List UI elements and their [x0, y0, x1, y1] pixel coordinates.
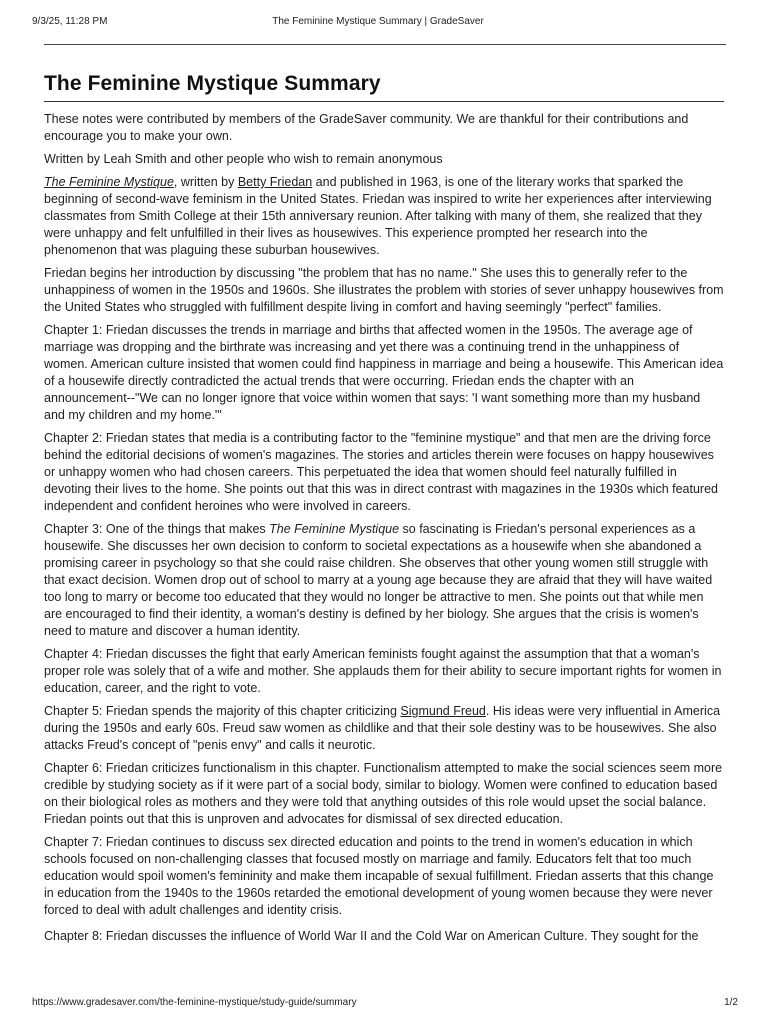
- chapter-8-partial-paragraph: Chapter 8: Friedan discusses the influence of World War II and the Cold War on American Culture. They sought for the: [44, 929, 699, 943]
- introduction-paragraph: Friedan begins her introduction by discussing "the problem that has no name." She uses this to generally refer to the unhappiness of women in the 1950s and 1960s. She illustrates the problem with stories of sever unhappy housewives from the United States who struggled with fulfillment despite living in comfort and having seemingly "perfect" families.: [44, 266, 724, 314]
- chapter-7-paragraph: Chapter 7: Friedan continues to discuss sex directed education and points to the trend in women's education in which schools focused on non-challenging classes that focused mostly on marriage and family. Educators felt that too much education would spoil women's femininity and make them incapable of sexual fulfillment. Friedan asserts that this change in education from the 1940s to the 1960s retarded the emotional development of young women because they were never forced to deal with adult challenges and identity crisis.: [44, 835, 714, 917]
- article: [44, 72, 724, 925]
- intro-paragraph: [44, 174, 724, 259]
- chapter-3-text-1: Chapter 3: One of the things that makes: [44, 522, 270, 536]
- intro-text-2: and published in 1963, is one of the literary works that sparked the beginning of second-wave feminism in the United States. Friedan was inspired to write her experiences after interviewing classmates from Smith College at their 15th anniversary reunion. After talking with many of them, she realized that they were unhappy and felt unfulfilled in their lives as housewives. This experience prompted her research into the phenomenon that was plaguing these suburban housewives.: [44, 175, 712, 257]
- chapter-5-paragraph: [44, 703, 724, 754]
- freud-link[interactable]: Sigmund Freud: [400, 704, 486, 718]
- chapter-3-text-2: so fascinating is Friedan's personal experiences as a housewife. She discusses her own decision to conform to societal expectations as a housewife when she abandoned a promising career in psychology so that she could raise children. She observes that other young women still struggle with that exact decision. Women drop out of school to marry at a young age because they are afraid that they will have waited too long to marry or become too educated that they would no longer be attractive to men. She points out that while men are encouraged to find their identity, a woman's destiny is defined by her biology. She argues that the crisis is women's need to mature and discover a human identity.: [44, 522, 713, 638]
- author-link[interactable]: Betty Friedan: [237, 175, 313, 189]
- page-url: https://www.gradesaver.com/the-feminine-mystique/study-guide/summary: [32, 997, 357, 1008]
- intro-text-1: , written by: [173, 175, 238, 189]
- chapter-4-paragraph: Chapter 4: Friedan discusses the fight that early American feminists fought against the assumption that that a woman's proper role was solely that of a wife and mother. She applauds them for their ability to secure important rights for women in education, career, and the right to vote.: [44, 647, 722, 695]
- page-number: 1/2: [724, 997, 738, 1008]
- header-divider: [44, 44, 726, 45]
- chapter-5-text-2: . His ideas were very influential in America during the 1950s and early 60s. Freud saw women as childlike and that their sole destiny was to be housewives. She also attacks Freud's concept of "penis envy" and calls it neurotic.: [44, 704, 721, 752]
- book-title-italic: The Feminine Mystique: [269, 522, 400, 536]
- contributors-note: These notes were contributed by members of the GradeSaver community. We are thankful for their contributions and encourage you to make your own.: [44, 112, 689, 143]
- print-datetime: 9/3/25, 11:28 PM: [32, 16, 108, 27]
- page-title: The Feminine Mystique Summary: [44, 72, 724, 102]
- print-tab-title: The Feminine Mystique Summary | GradeSaver: [272, 16, 484, 27]
- article-body: [44, 111, 724, 919]
- byline: Written by Leah Smith and other people who wish to remain anonymous: [44, 152, 443, 166]
- book-title-link[interactable]: The Feminine Mystique: [44, 175, 174, 189]
- chapter-6-paragraph: Chapter 6: Friedan criticizes functionalism in this chapter. Functionalism attempted to make the social sciences seem more credible by studying society as if it were part of a social body, similar to biology. Women were confined to education based on their biological roles as mothers and they were told that anything outsides of this role would upset the social balance. Friedan points out that this is unproven and advocates for dismissal of sex directed education.: [44, 761, 723, 826]
- chapter-1-paragraph: Chapter 1: Friedan discusses the trends in marriage and births that affected women in the 1950s. The average age of marriage was dropping and the birthrate was increasing and yet there was a continuing trend in the unhappiness of women. American culture insisted that women could find happiness in marriage and being a housewife. This American idea of a housewife directly contradicted the actual trends that were occurring. Friedan ends the chapter with an announcement--"We can no longer ignore that voice within women that says: 'I want something more than my husband and my children and my home.'": [44, 323, 724, 422]
- chapter-3-paragraph: [44, 521, 724, 640]
- chapter-5-text-1: Chapter 5: Friedan spends the majority of this chapter criticizing: [44, 704, 401, 718]
- chapter-2-paragraph: Chapter 2: Friedan states that media is a contributing factor to the "feminine mystique" and that men are the driving force behind the editorial decisions of women's magazines. The stories and articles therein were focuses on happy housewives or unhappy women who had chosen careers. This perpetuated the idea that women should feel naturally fulfilled in devoting their lives to the home. She points out that this was in direct contrast with magazines in the 1930s which featured independent and confident heroines who were involved in careers.: [44, 431, 718, 513]
